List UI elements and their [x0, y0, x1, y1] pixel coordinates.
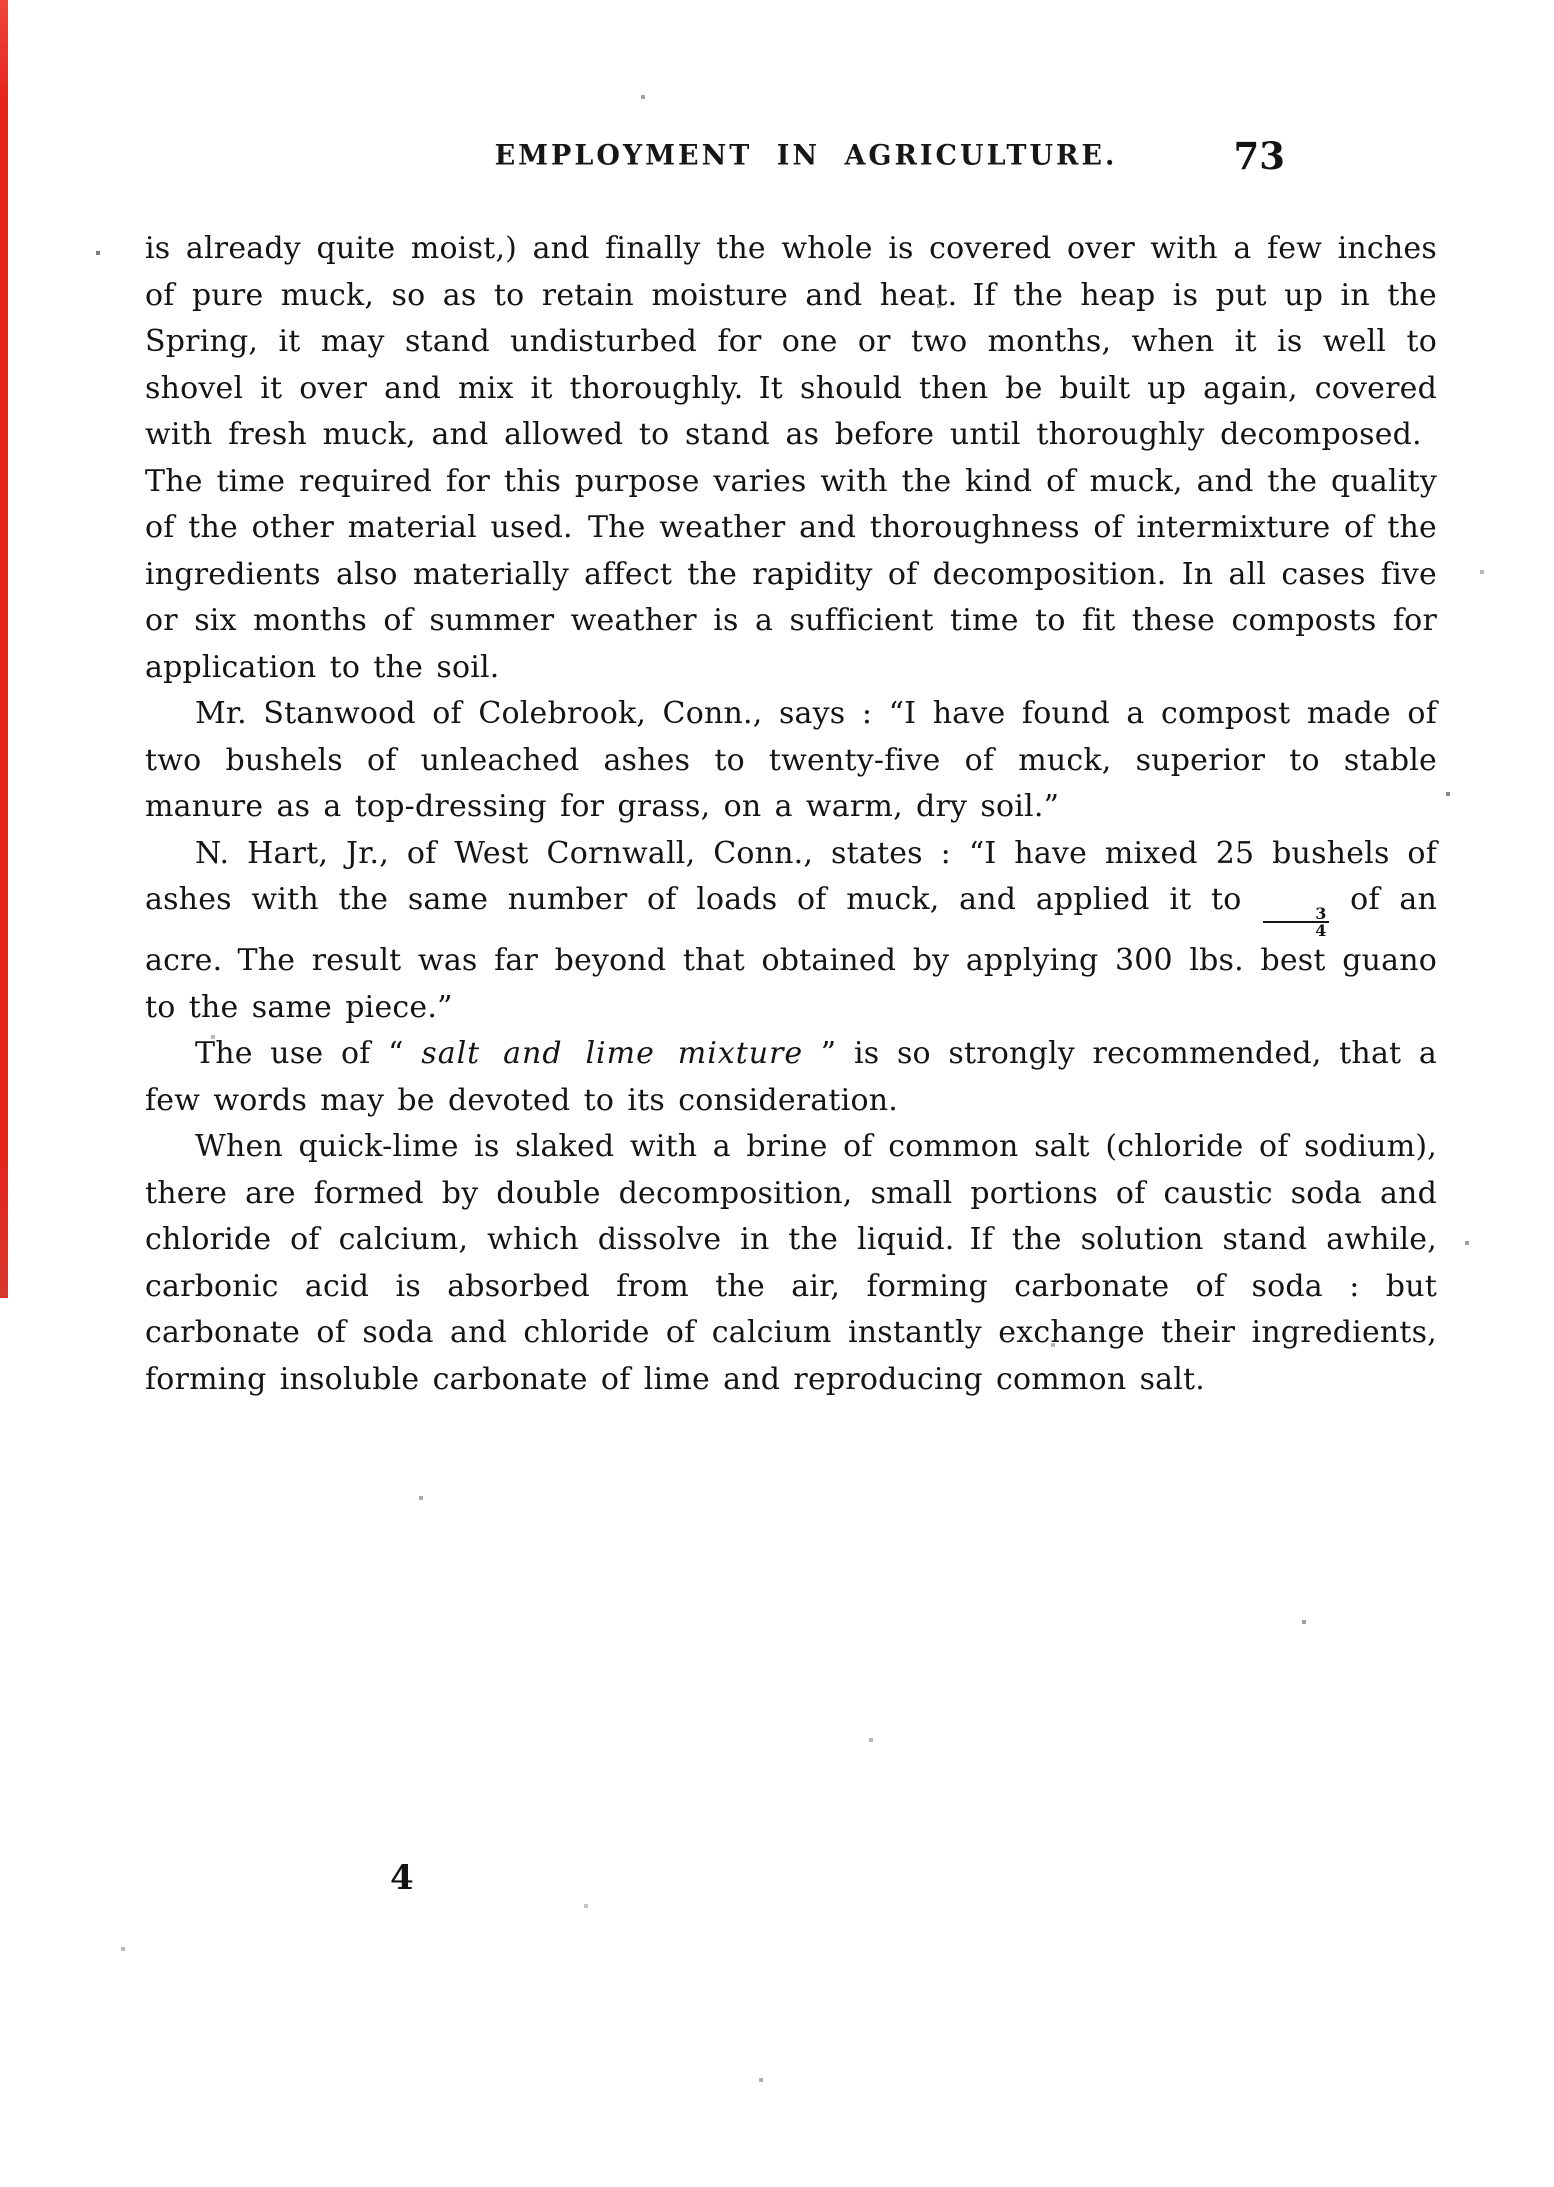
paragraph — [145, 1031, 1437, 1124]
scan-edge-artifact — [0, 0, 8, 1298]
page-header — [145, 134, 1437, 184]
page-number: 73 — [1233, 134, 1285, 178]
text-segment: ” is so strongly recommended, that a few words may be devoted to its consideration. — [145, 1036, 1437, 1118]
text-segment: N. Hart, Jr., of West Cornwall, Conn., states : “I have mixed 25 bushels of ashes with the same number of loads of muck, and applied it to — [145, 835, 1437, 917]
paragraph — [145, 226, 1437, 691]
italic-phrase: salt and lime mixture — [421, 1036, 804, 1071]
paragraph — [145, 691, 1437, 831]
text-segment: of an acre. The result was far beyond that obtained by applying 300 lbs. best guano to the same piece.” — [145, 882, 1437, 1025]
paragraph — [145, 1124, 1437, 1403]
running-title: EMPLOYMENT IN AGRICULTURE. — [494, 139, 1118, 172]
scan-noise-speckles — [0, 0, 2, 2]
page-body-text — [145, 226, 1437, 1403]
stacked-fraction: $\frac{3}{4}$ — [1263, 906, 1328, 938]
text-segment: The use of “ — [195, 1036, 422, 1071]
text-segment: Mr. Stanwood of Colebrook, Conn., says : “I have found a compost made of two bushels of unleached ashes to twenty-five of muck, superior to stable manure as a top-dressing for grass, on a warm, dry soil.” — [145, 696, 1437, 824]
text-segment: When quick-lime is slaked with a brine of common salt (chloride of sodium), there are formed by double decomposition, small portions of caustic soda and chloride of calcium, which dissolve in the liquid. If the solution stand awhile, carbonic acid is absorbed from the air, forming carbonate of soda : but carbonate of soda and chloride of calcium instantly exchange their ingredients, forming insoluble carbonate of lime and reproducing common salt. — [145, 1129, 1437, 1397]
text-segment: is already quite moist,) and finally the whole is covered over with a few inches of pure muck, so as to retain moisture and heat. If the heap is put up in the Spring, it may stand undisturbed for one or two months, when it is well to shovel it over and mix it thoroughly. It should then be built up again, covered with fresh muck, and allowed to stand as before until thoroughly decomposed. The time required for this purpose varies with the kind of muck, and the quality of the other material used. The weather and thoroughness of intermixture of the ingredients also materially affect the rapidity of decomposition. In all cases five or six months of summer weather is a sufficient time to fit these composts for application to the soil. — [145, 231, 1437, 685]
signature-mark: 4 — [390, 1858, 414, 1898]
paragraph — [145, 831, 1437, 1032]
